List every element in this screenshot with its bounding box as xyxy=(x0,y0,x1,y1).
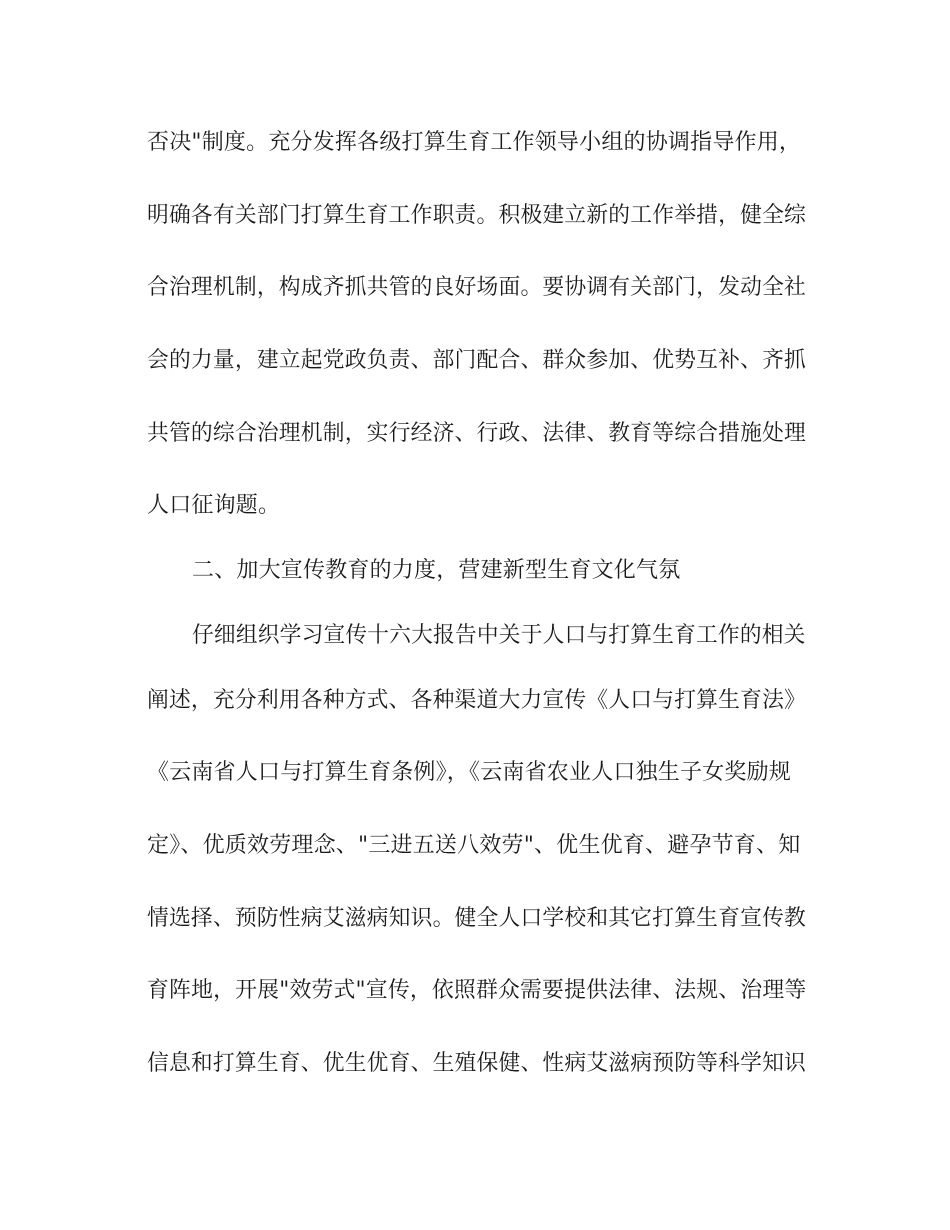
paragraph-line: 会的力量，建立起党政负责、部门配合、群众参加、优势互补、齐抓 xyxy=(147,348,807,373)
paragraph-line: 共管的综合治理机制，实行经济、行政、法律、教育等综合措施处理 xyxy=(147,421,807,446)
paragraph-line: 否决"制度。充分发挥各级打算生育工作领导小组的协调指导作用， xyxy=(147,130,802,155)
paragraph-line: 信息和打算生育、优生优育、生殖保健、性病艾滋病预防等科学知识 xyxy=(147,1051,807,1076)
section-heading: 二、加大宣传教育的力度，营建新型生育文化气氛 xyxy=(192,558,681,583)
paragraph-line: 仔细组织学习宣传十六大报告中关于人口与打算生育工作的相关 xyxy=(192,623,806,648)
paragraph-line: 人口征询题。 xyxy=(147,493,281,518)
paragraph-line: 育阵地，开展"效劳式"宣传，依照群众需要提供法律、法规、治理等 xyxy=(147,978,807,1003)
paragraph-line: 《云南省人口与打算生育条例》，《云南省农业人口独生子女奖励规 xyxy=(147,760,792,785)
paragraph-line: 明确各有关部门打算生育工作职责。积极建立新的工作举措，健全综 xyxy=(147,203,807,228)
paragraph-line: 阐述，充分利用各种方式、各种渠道大力宣传《人口与打算生育法》 xyxy=(147,688,807,713)
paragraph-line: 定》、优质效劳理念、"三进五送八效劳"、优生优育、避孕节育、知 xyxy=(147,833,801,858)
paragraph-line: 合治理机制，构成齐抓共管的良好场面。要协调有关部门，发动全社 xyxy=(147,275,807,300)
paragraph-line: 情选择、预防性病艾滋病知识。健全人口学校和其它打算生育宣传教 xyxy=(147,906,807,931)
